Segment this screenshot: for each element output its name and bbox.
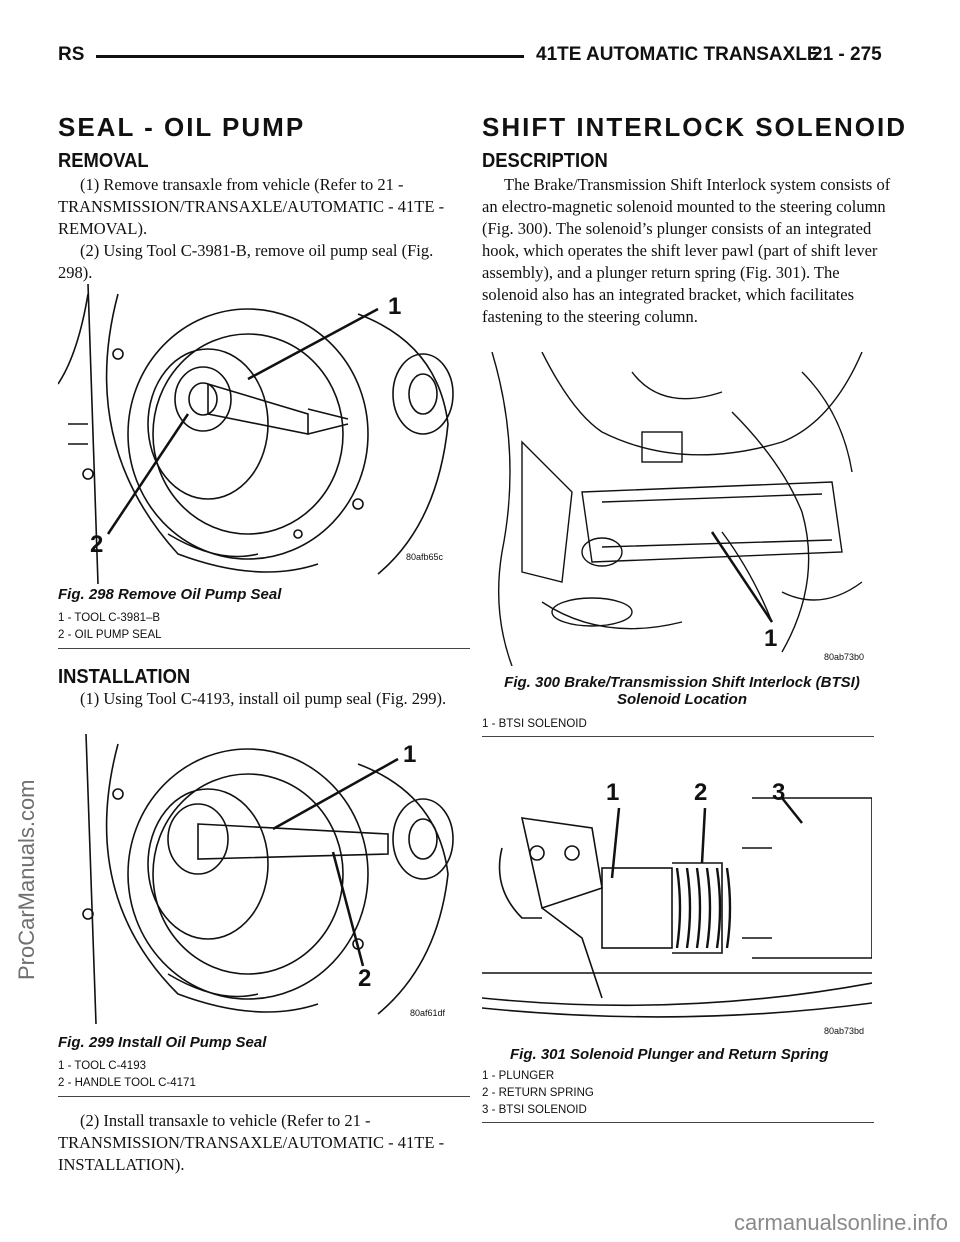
description-text — [482, 174, 894, 328]
heading-removal: REMOVAL — [58, 150, 149, 172]
fig300-code: 80ab73b0 — [824, 652, 865, 662]
header-rule — [96, 55, 524, 58]
fig300-caption — [488, 674, 876, 708]
fig299-rule — [58, 1096, 470, 1097]
fig298-code: 80afb65c — [406, 552, 444, 562]
fig299-code: 80af61df — [410, 1008, 446, 1018]
fig299-caption: Fig. 299 Install Oil Pump Seal — [58, 1034, 267, 1051]
fig300-caption-line2: Solenoid Location — [617, 691, 747, 708]
fig299-legend — [58, 1058, 196, 1092]
figure-298-image — [58, 284, 458, 584]
fig298-legend-1: 1 - TOOL C-3981–B — [58, 612, 161, 624]
fig301-callout-2: 2 — [694, 779, 708, 806]
fig301-legend-1: 1 - PLUNGER — [482, 1070, 555, 1082]
fig301-legend-3: 3 - BTSI SOLENOID — [482, 1104, 587, 1116]
fig301-code: 80ab73bd — [824, 1026, 865, 1036]
oil-pump-seal-install-illustration — [58, 734, 458, 1024]
fig298-callout-1: 1 — [388, 293, 402, 320]
figure-300-image — [482, 352, 872, 666]
fig300-legend-1: 1 - BTSI SOLENOID — [482, 718, 587, 730]
fig299-legend-1: 1 - TOOL C-4193 — [58, 1060, 146, 1072]
fig298-callout-2: 2 — [90, 531, 104, 558]
fig301-rule — [482, 1122, 874, 1123]
fig300-callout-1: 1 — [764, 625, 778, 652]
footer-watermark: carmanualsonline.info — [733, 1210, 948, 1235]
header-title: 41TE AUTOMATIC TRANSAXLE — [536, 44, 820, 65]
fig301-legend — [482, 1068, 594, 1119]
installation-final-step — [58, 1110, 470, 1176]
oil-pump-seal-removal-illustration — [58, 284, 458, 584]
description-paragraph: The Brake/Transmission Shift Interlock system consists of an electro-magnetic solenoid mounted to the steering column (Fig. 300). The solenoid’s plunger consists of an integrated hook, which operates the shift lever pawl (part of shift lever assembly), and a plunger return spring (Fig. 301). The solenoid also has an integrated bracket, which facilitates fastening to the steering column. — [482, 175, 891, 326]
fig298-rule — [58, 648, 470, 649]
figure-301-image — [482, 768, 872, 1040]
header-section-code: RS — [58, 44, 85, 65]
section-title-shift-interlock-solenoid: SHIFT INTERLOCK SOLENOID — [482, 112, 907, 142]
installation-step-1: (1) Using Tool C-4193, install oil pump seal (Fig. 299). — [80, 689, 447, 708]
fig298-caption: Fig. 298 Remove Oil Pump Seal — [58, 586, 282, 603]
heading-description: DESCRIPTION — [482, 150, 608, 172]
fig299-callout-1: 1 — [403, 741, 417, 768]
fig301-caption: Fig. 301 Solenoid Plunger and Return Spring — [510, 1046, 829, 1063]
removal-step-1: (1) Remove transaxle from vehicle (Refer to 21 - TRANSMISSION/TRANSAXLE/AUTOMATIC - 41TE - REMOVAL). — [58, 175, 445, 238]
side-watermark-text: ProCarManuals.com — [14, 779, 39, 980]
fig300-legend — [482, 716, 587, 733]
solenoid-plunger-spring-illustration — [482, 768, 872, 1040]
fig300-rule — [482, 736, 874, 737]
fig301-callout-1: 1 — [606, 779, 620, 806]
installation-step-2: (2) Install transaxle to vehicle (Refer to 21 - TRANSMISSION/TRANSAXLE/AUTOMATIC - 41TE - INSTALLATION). — [58, 1111, 445, 1174]
fig301-callout-3: 3 — [772, 779, 786, 806]
side-watermark — [10, 620, 40, 980]
fig299-callout-2: 2 — [358, 965, 372, 992]
fig298-legend — [58, 610, 162, 644]
installation-steps — [58, 688, 470, 710]
figure-299-image — [58, 734, 458, 1024]
heading-installation: INSTALLATION — [58, 666, 191, 688]
fig300-caption-line1: Fig. 300 Brake/Transmission Shift Interlock (BTSI) — [504, 674, 860, 691]
fig301-legend-2: 2 - RETURN SPRING — [482, 1087, 594, 1099]
removal-step-2: (2) Using Tool C-3981-B, remove oil pump seal (Fig. 298). — [58, 241, 434, 282]
header-page-number: 21 - 275 — [812, 44, 882, 65]
removal-steps — [58, 174, 470, 284]
fig298-legend-2: 2 - OIL PUMP SEAL — [58, 629, 162, 641]
section-title-seal-oil-pump: SEAL - OIL PUMP — [58, 112, 306, 142]
fig299-legend-2: 2 - HANDLE TOOL C-4171 — [58, 1077, 196, 1089]
btsi-solenoid-location-illustration — [482, 352, 872, 666]
